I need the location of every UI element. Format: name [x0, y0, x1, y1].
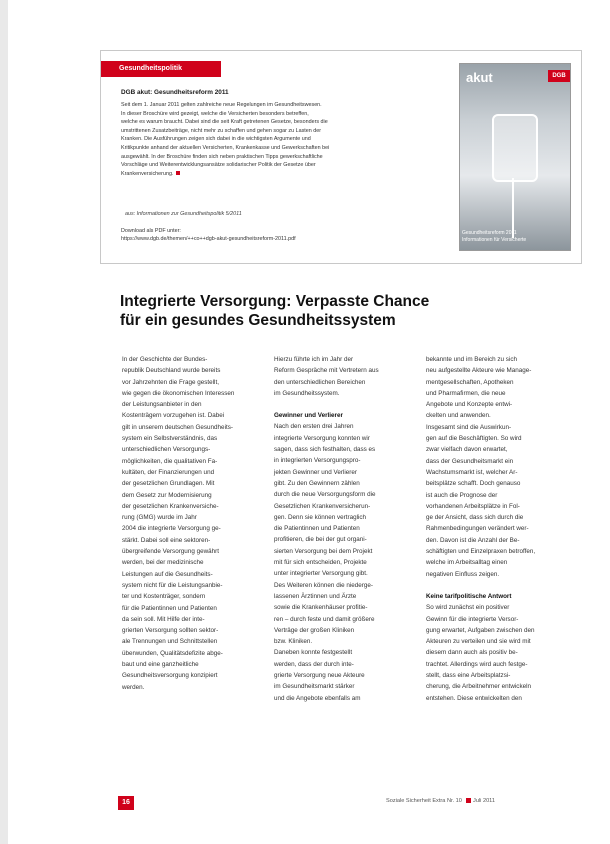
text-line: ale Trennungen und Schnittstellen — [122, 638, 218, 646]
info-box-body — [121, 101, 439, 178]
text-line: werden. — [122, 683, 145, 691]
page-footer — [386, 798, 495, 804]
text-line: zwar vielfach davon erwartet, — [426, 446, 508, 454]
text-line: negativen Einfluss zeigen. — [426, 570, 500, 578]
text-line: die Patientinnen und Patienten — [274, 525, 360, 533]
text-line: da sein soll. Mit Hilfe der inte- — [122, 615, 205, 623]
text-line: baut und eine ganzheitliche — [122, 661, 199, 669]
text-line: Angebote und Konzepte entwi- — [426, 401, 513, 409]
info-box-line — [121, 170, 439, 179]
footer-date: Juli 2011 — [473, 798, 495, 804]
text-line: welche im Arbeitsalltag einen — [426, 559, 508, 567]
text-line: bekannte und im Bereich zu sich — [426, 356, 518, 363]
footer-issue: Nr. 10 — [446, 798, 462, 804]
col3-intro — [426, 354, 569, 580]
headline-line-2: für ein gesundes Gesundheitssystem — [120, 312, 396, 329]
text-line: übergreifende Versorgung gewährt — [122, 548, 219, 556]
text-line: dem Gesetz zur Modernisierung — [122, 491, 212, 499]
text-line: So wird zunächst ein positiver — [426, 604, 510, 612]
text-line: bzw. Kliniken. — [274, 638, 313, 646]
text-line: unterschiedlichen Versorgungs- — [122, 446, 211, 454]
text-line: mentgesellschaften, Apotheken — [426, 378, 514, 386]
text-line: schäftigten und Einzelpraxen betroffen, — [426, 548, 536, 556]
info-box-line: welche es warum braucht. Dabei sind die seit Kraft getretenen Gesetze, besonders die — [121, 119, 328, 126]
text-line: In der Geschichte der Bundes- — [122, 356, 208, 363]
text-line: cherung, die Arbeitnehmer entwickeln — [426, 683, 532, 691]
info-box-last: Krankenversicherung. — [121, 170, 174, 177]
text-line: gibt. Zu den Gewinnern zählen — [274, 479, 360, 487]
infusion-tube-icon — [512, 178, 514, 238]
end-square-icon — [176, 171, 180, 175]
col2-intro — [274, 354, 417, 399]
page-edge — [0, 0, 8, 844]
text-line: gung erwartet, Aufgaben zwischen den — [426, 626, 535, 634]
text-line: den. Davon ist die Anzahl der Be- — [426, 536, 520, 544]
cover-badge: akut — [466, 70, 493, 85]
text-line: vorhandenen Arbeitsplätze in Fol- — [426, 502, 520, 510]
text-line: ist auch die Prognose der — [426, 491, 498, 499]
text-line: der Leistungsanbieter in den — [122, 401, 202, 409]
text-line: Gewinn für die integrierte Versor- — [426, 615, 519, 623]
text-line: Rahmenbedingungen verändert wer- — [426, 525, 529, 533]
cover-caption — [462, 230, 568, 244]
text-line: Gesundheitsversorgung konzipiert — [122, 672, 218, 680]
text-line: ge der Ansicht, dass sich durch die — [426, 514, 524, 522]
text-line: sagen, dass sich festhalten, dass es — [274, 446, 376, 454]
text-line: integrierte Versorgung konnten wir — [274, 434, 370, 442]
text-line: sierten Versorgung bei dem Projekt — [274, 547, 373, 555]
text-line: Gesetzlichen Krankenversicherun- — [274, 502, 371, 510]
text-line: Daneben konnte festgestellt — [274, 649, 353, 657]
text-line: im Gesundheitsmarkt stärker — [274, 683, 355, 691]
text-line: system nicht für die Leistungsanbie- — [122, 581, 223, 589]
text-line: und Pharmafirmen, die neue — [426, 389, 506, 397]
info-box-line: umstrittenen Zusatzbeiträge, nicht mehr zu schaffen und gehen sogar zu Lasten der — [121, 127, 322, 134]
text-line: grierte Versorgung neue Akteure — [274, 672, 365, 680]
text-line: dass der Gesundheitsmarkt ein — [426, 457, 514, 465]
text-line: Verträge der großen Kliniken — [274, 626, 355, 634]
info-box-title: DGB akut: Gesundheitsreform 2011 — [121, 89, 229, 96]
text-line: Des Weiteren können die niederge- — [274, 581, 373, 589]
text-line: diesem dann auch als positiv be- — [426, 649, 518, 657]
text-line: im Gesundheitssystem. — [274, 389, 340, 397]
text-line: entstehen. Diese entwickelten den — [426, 694, 522, 702]
text-line: lassenen Ärztinnen und Ärzte — [274, 592, 357, 600]
article-headline — [120, 292, 560, 330]
dgb-logo: DGB — [548, 70, 570, 82]
text-line: grierten Versorgung sollten sektor- — [122, 627, 219, 635]
info-box-line: Seit dem 1. Januar 2011 gelten zahlreiche neue Regelungen im Gesundheitswesen. — [121, 102, 322, 108]
text-line: republik Deutschland wurde bereits — [122, 367, 221, 375]
info-box-line: Vorschläge und Weiterentwicklungsansätze solidarischer Politik der Gesetze über — [121, 162, 316, 169]
download-label: Download als PDF unter: — [121, 228, 181, 234]
text-line: vor Jahrzehnten die Frage gestellt, — [122, 378, 219, 386]
text-line: kultäten, der Finanzierungen und — [122, 468, 215, 476]
cover-caption-1: Gesundheitsreform 2011 — [462, 230, 517, 236]
text-line: Hierzu führte ich im Jahr der — [274, 356, 354, 363]
text-line: mit für sich entscheiden, Projekte — [274, 559, 367, 567]
article-column-2 — [274, 354, 417, 704]
text-line: überwunden, Qualitätsdefizite abge- — [122, 649, 223, 657]
text-line: in integrierten Versorgungspro- — [274, 457, 361, 465]
download-link[interactable]: https://www.dgb.de/themen/++co++dgb-akut-gesundheitsreform-2011.pdf — [121, 236, 296, 243]
text-line: durch die neue Versorgungsform die — [274, 491, 376, 499]
text-line: sowie die Krankenhäuser profitie- — [274, 604, 368, 612]
text-line: den unterschiedlichen Bereichen — [274, 378, 366, 386]
col2-body — [274, 421, 417, 703]
cover-caption-2: Informationen für Versicherte — [462, 237, 527, 243]
info-box-line: ausgewählt. In der Broschüre finden sich neben praktischen Tipps gewerkschaftliche — [121, 153, 323, 160]
text-line: möglichkeiten, die qualitativen Fa- — [122, 457, 218, 465]
col2-subheading: Gewinner und Verlierer — [274, 412, 343, 420]
text-line: und die Angebote ebenfalls am — [274, 694, 361, 702]
text-line: werden, dass der durch inte- — [274, 660, 354, 668]
footer-journal: Soziale Sicherheit Extra — [386, 798, 446, 804]
col3-subheading: Keine tarifpolitische Antwort — [426, 592, 512, 600]
text-line: 2004 die integrierte Versorgung ge- — [122, 525, 221, 533]
text-line: profitieren, die bei der gut organi- — [274, 536, 367, 544]
brochure-cover — [459, 63, 571, 251]
footer-square-icon — [466, 798, 471, 803]
text-line: Kostenträgern vorzugehen ist. Dabei — [122, 412, 225, 420]
info-box — [100, 50, 582, 264]
text-line: der gesetzlichen Grundlagen. Mit — [122, 480, 215, 488]
text-line: gilt in unserem deutschen Gesundheits- — [122, 423, 233, 431]
section-rubric: Gesundheitspolitik — [101, 61, 221, 77]
info-box-line: Kranken. Die Ausführungen zeigen sich dabei in die wichtigsten Argumente und — [121, 136, 311, 143]
text-line: stärkt. Dabei soll eine sektoren- — [122, 536, 211, 544]
text-line: Nach den ersten drei Jahren — [274, 423, 354, 431]
text-line: unter integrierter Versorgung gibt. — [274, 570, 368, 578]
col3-body — [426, 602, 569, 704]
text-line: gen auf die Beschäftigten. So wird — [426, 435, 522, 443]
text-line: neu aufgestellte Akteure wie Manage- — [426, 367, 532, 375]
infusion-bag-icon — [492, 114, 538, 182]
text-line: Leistungen auf die Gesundheits- — [122, 570, 213, 578]
text-line: für die Patientinnen und Patienten — [122, 604, 217, 612]
info-box-line: In dieser Broschüre wird gezeigt, welche die Versicherten besonders betreffen, — [121, 110, 309, 117]
info-box-source: aus: Informationen zur Gesundheitspolitik 5/2011 — [125, 211, 242, 217]
text-line: system ein Selbstverständnis, das — [122, 435, 218, 443]
text-line: der gesetzlichen Krankenversiche- — [122, 502, 219, 510]
text-line: Akteuren zu verteilen und sie wird mit — [426, 638, 531, 646]
text-line: Insgesamt sind die Auswirkun- — [426, 423, 512, 431]
text-line: ren – durch feste und damit größere — [274, 615, 375, 623]
text-line: trachtet. Allerdings wird auch festge- — [426, 660, 528, 668]
text-line: ter und Kostenträger, sondern — [122, 593, 206, 601]
download-block — [121, 227, 441, 244]
text-line: wie gegen die ökonomischen Interessen — [122, 389, 235, 397]
text-line: stellt, dass eine Arbeitsplatzsi- — [426, 672, 511, 680]
text-line: rung (GMG) wurde im Jahr — [122, 514, 197, 522]
page-number: 16 — [118, 796, 134, 810]
text-line: Reform Gespräche mit Vertretern aus — [274, 367, 379, 375]
text-line: beitsplätze schafft. Doch genauso — [426, 480, 521, 488]
text-line: Wachstumsmarkt ist, welcher Ar- — [426, 468, 518, 476]
info-box-line: Kritikpunkte anhand der aktuellen Versicherten, Krankenkasse und Gewerkschaften bei — [121, 144, 330, 151]
text-line: werden, bei der medizinische — [122, 559, 204, 567]
text-line: jekten Gewinner und Verlierer — [274, 468, 357, 476]
text-line: gen. Denn sie können vertraglich — [274, 513, 367, 521]
text-line: ckelten und anwenden. — [426, 412, 491, 420]
article-column-3 — [426, 354, 569, 704]
headline-line-1: Integrierte Versorgung: Verpasste Chance — [120, 293, 430, 310]
article-column-1 — [122, 354, 265, 693]
